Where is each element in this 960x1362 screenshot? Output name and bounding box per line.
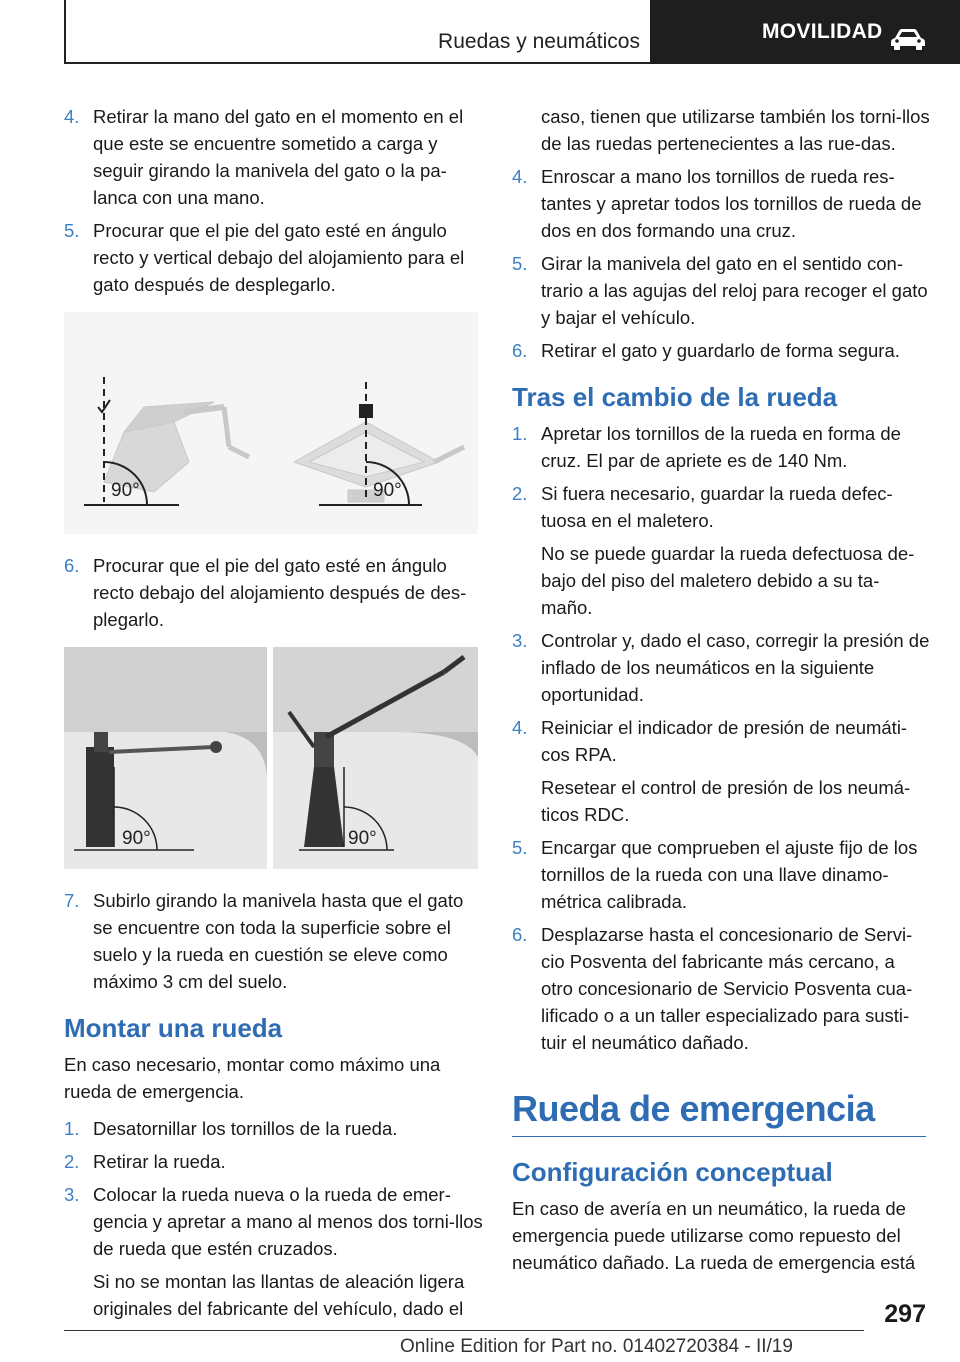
angle-label: 90°: [373, 480, 402, 501]
list-item: [512, 921, 930, 1056]
step-number: 4.: [64, 106, 80, 127]
car-icon: [890, 28, 926, 50]
list-item: [64, 552, 484, 633]
step-text: Desplazarse hasta el concesionario de Servi-cio Posventa del fabricante más cercano, a otro concesionario de Servicio Posventa cua-lificado o a un taller especializado para susti-tuir el neumático dañado.: [541, 924, 913, 1053]
jack-angle-figure: [64, 312, 478, 534]
footer-edition: Online Edition for Part no. 01402720384 - II/19: [400, 1336, 793, 1357]
step-text: Si fuera necesario, guardar la rueda defec-tuosa en el maletero.: [541, 483, 893, 531]
step-note: Si no se montan las llantas de aleación ligera originales del fabricante del vehículo, dado el: [93, 1271, 465, 1319]
list-item: [512, 480, 930, 534]
left-column: [64, 103, 484, 1328]
step-note-continued: caso, tienen que utilizarse también los torni-llos de las ruedas pertenecientes a las rue-das.: [541, 106, 930, 154]
list-item: [512, 163, 930, 244]
list-item: [64, 1148, 484, 1175]
list-item: [512, 714, 930, 768]
list-item: [64, 1115, 484, 1142]
section-heading-after: Tras el cambio de la rueda: [512, 382, 838, 412]
jack-under-car-figure: [64, 647, 478, 869]
step-text: Procurar que el pie del gato esté en ángulo recto debajo del alojamiento después de des-plegarlo.: [93, 555, 467, 630]
angle-label: 90°: [111, 480, 140, 501]
section-heading-mount: Montar una rueda: [64, 1013, 283, 1043]
step-text: Girar la manivela del gato en el sentido con-trario a las agujas del reloj para recoger el gato y bajar el vehículo.: [541, 253, 928, 328]
header-chapter-tab: [650, 0, 960, 64]
chapter-heading-rule: [512, 1136, 926, 1137]
step-number: 5.: [512, 837, 528, 858]
list-item: [64, 103, 484, 211]
step-number: 6.: [64, 555, 80, 576]
header-chapter-label: MOVILIDAD: [762, 20, 883, 43]
header-left-rule: [64, 0, 66, 64]
right-column: [512, 103, 930, 1286]
list-item: [512, 250, 930, 331]
step-text: Retirar el gato y guardarlo de forma segura.: [541, 340, 900, 361]
step-number: 1.: [64, 1118, 80, 1139]
step-number: 2.: [512, 483, 528, 504]
header-bottom-rule: [64, 62, 650, 64]
list-item: [512, 337, 930, 364]
section-heading-concept: Configuración conceptual: [512, 1157, 833, 1187]
step-number: 2.: [64, 1151, 80, 1172]
step-note: No se puede guardar la rueda defectuosa de-bajo del piso del maletero debido a su ta-maño.: [541, 543, 915, 618]
list-item: [64, 1181, 484, 1262]
jack-photo-illustration: [64, 647, 478, 869]
step-text: Reiniciar el indicador de presión de neumáti-cos RPA.: [541, 717, 908, 765]
header-section-title: Ruedas y neumáticos: [438, 30, 640, 53]
concept-text: En caso de avería en un neumático, la rueda de emergencia puede utilizarse como repuesto del neumático dañado. La rueda de emergencia está: [512, 1198, 916, 1273]
step-number: 5.: [64, 220, 80, 241]
step-number: 6.: [512, 924, 528, 945]
step-text: Retirar la mano del gato en el momento en el que este se encuentre sometido a carga y seguir girando la manivela del gato o la pa-lanca con una mano.: [93, 106, 464, 208]
footer-rule: [64, 1330, 864, 1331]
step-number: 7.: [64, 890, 80, 911]
step-note: Resetear el control de presión de los neumá-ticos RDC.: [541, 777, 911, 825]
step-text: Procurar que el pie del gato esté en ángulo recto y vertical debajo del alojamiento para el gato después de desplegarlo.: [93, 220, 465, 295]
list-item: [512, 420, 930, 474]
step-text: Colocar la rueda nueva o la rueda de emer-gencia y apretar a mano al menos dos torni-llos de rueda que estén cruzados.: [93, 1184, 483, 1259]
step-number: 1.: [512, 423, 528, 444]
angle-label: 90°: [122, 828, 151, 849]
jack-illustration: [64, 312, 478, 534]
step-text: Apretar los tornillos de la rueda en forma de cruz. El par de apriete es de 140 Nm.: [541, 423, 901, 471]
list-item: [64, 887, 484, 995]
step-number: 5.: [512, 253, 528, 274]
angle-label: 90°: [348, 828, 377, 849]
mount-intro: En caso necesario, montar como máximo una rueda de emergencia.: [64, 1054, 441, 1102]
step-text: Subirlo girando la manivela hasta que el gato se encuentre con toda la superficie sobre el suelo y la rueda en cuestión se eleve como máximo 3 cm del suelo.: [93, 890, 464, 992]
step-number: 3.: [64, 1184, 80, 1205]
page-number: 297: [884, 1300, 926, 1328]
step-number: 4.: [512, 717, 528, 738]
list-item: [512, 834, 930, 915]
step-text: Enroscar a mano los tornillos de rueda res-tantes y apretar todos los tornillos de rueda de dos en dos formando una cruz.: [541, 166, 922, 241]
chapter-heading: Rueda de emergencia: [512, 1088, 875, 1129]
list-item: [64, 217, 484, 298]
list-item: [512, 627, 930, 708]
step-number: 3.: [512, 630, 528, 651]
step-text: Retirar la rueda.: [93, 1151, 226, 1172]
step-text: Controlar y, dado el caso, corregir la presión de inflado de los neumáticos en la siguiente oportunidad.: [541, 630, 930, 705]
step-number: 4.: [512, 166, 528, 187]
step-number: 6.: [512, 340, 528, 361]
step-text: Desatornillar los tornillos de la rueda.: [93, 1118, 398, 1139]
step-text: Encargar que comprueben el ajuste fijo de los tornillos de la rueda con una llave dinamo-métrica calibrada.: [541, 837, 918, 912]
